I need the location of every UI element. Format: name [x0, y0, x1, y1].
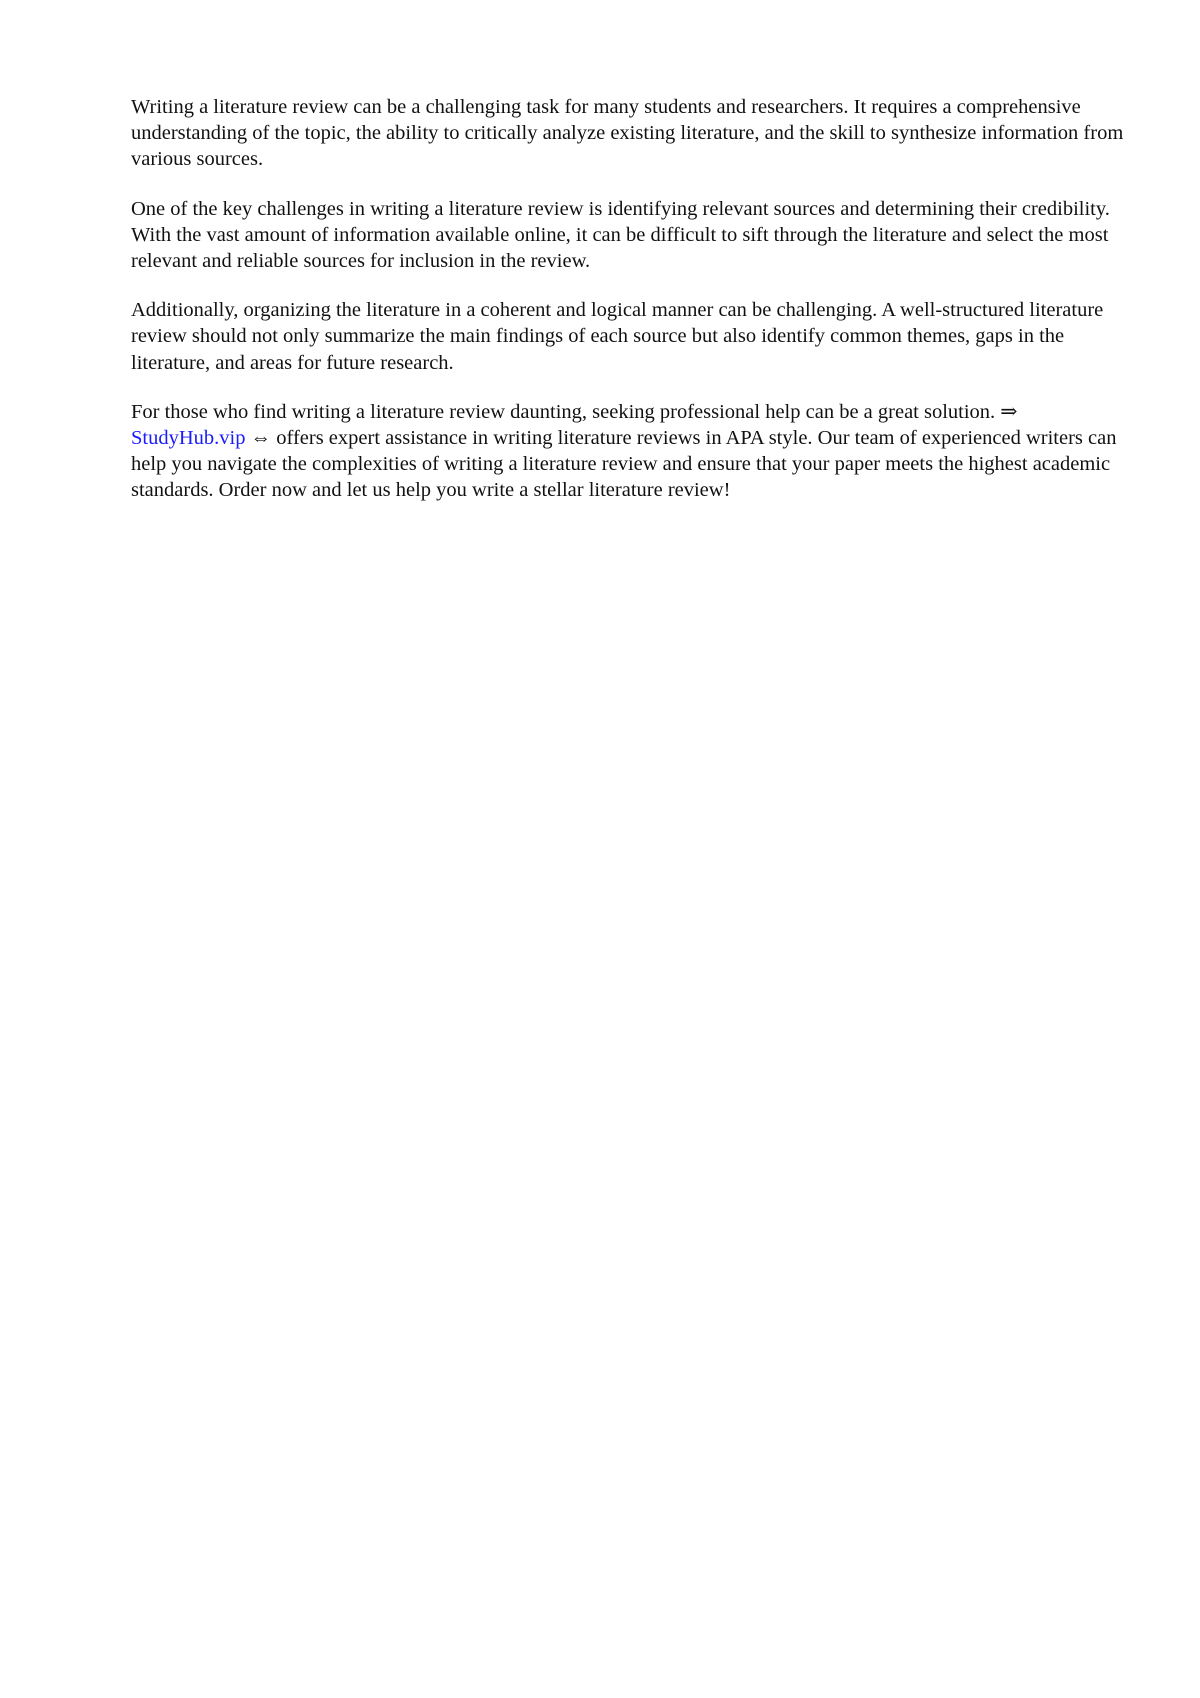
studyhub-link[interactable]: StudyHub.vip — [131, 427, 246, 450]
document-page — [131, 94, 1131, 527]
paragraph-intro: Writing a literature review can be a challenging task for many students and researchers. It requires a comprehensive understanding of the topic, the ability to critically analyze existing literature, and the skill to synthesize information from various sources. — [131, 96, 1124, 171]
help-text-after: ⇔ offers expert assistance in writing literature reviews in APA style. Our team of experienced writers can help you navigate the complexities of writing a literature review and ensure that your paper meets the highest academic standards. Order now and let us help you write a stellar literature review! — [131, 427, 1117, 502]
paragraph-help — [131, 399, 1131, 504]
paragraph-organizing: Additionally, organizing the literature in a coherent and logical manner can be challenging. A well-structured literature review should not only summarize the main findings of each source but also identify common themes, gaps in the literature, and areas for future research. — [131, 299, 1104, 374]
paragraph-challenges: One of the key challenges in writing a literature review is identifying relevant sources and determining their credibility. With the vast amount of information available online, it can be difficult to sift through the literature and select the most relevant and reliable sources for inclusion in the review. — [131, 197, 1110, 273]
help-text-before: For those who find writing a literature review daunting, seeking professional help can be a great solution. ⇒ — [131, 400, 1018, 423]
